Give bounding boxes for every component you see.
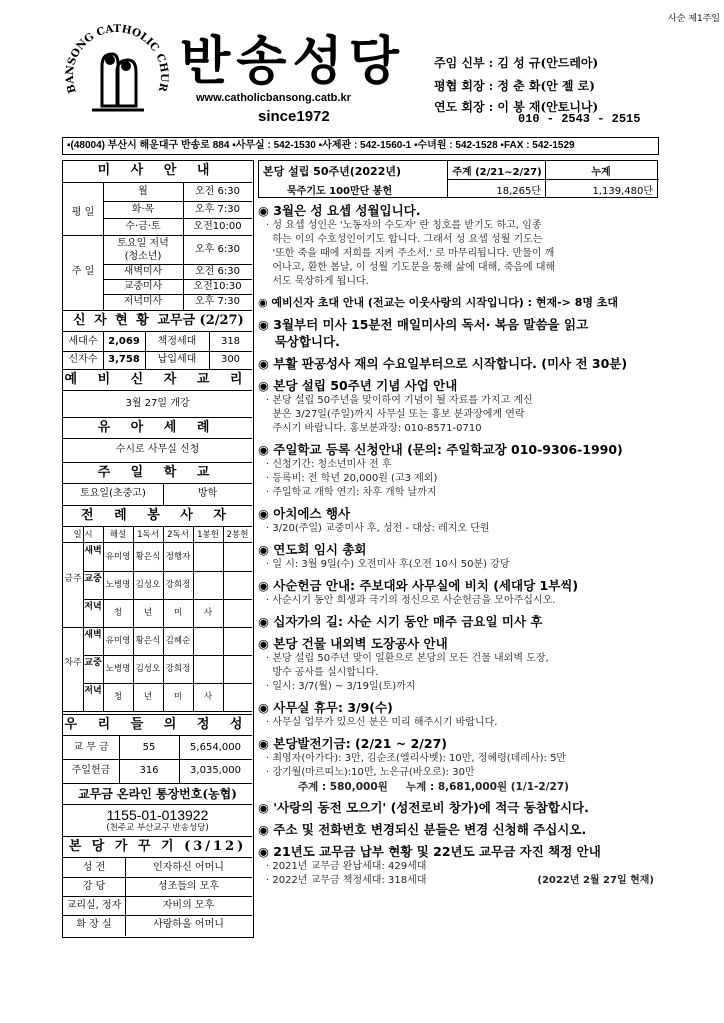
mass-day: 새벽미사 (123, 266, 163, 277)
altar-cell: 청 (113, 608, 123, 618)
notice-heading: ◉ 본당 건물 내외벽 도장공사 안내 (258, 636, 448, 651)
altar-cell: 정행자 (165, 552, 191, 562)
altar-cell: 새벽 (84, 546, 102, 556)
altar-cell: 년 (143, 608, 153, 618)
offering-count: 316 (139, 765, 159, 776)
infant-baptism-title: 유 아 세 례 (63, 417, 252, 439)
altar-group-label: 차주 (64, 658, 82, 668)
notice-item (258, 355, 658, 372)
care-group: 성조들의 모후 (157, 881, 220, 892)
notice-item (258, 613, 658, 630)
mass-time: 오전 6:30 (195, 266, 240, 277)
notice-body-line: 방수 공사를 실시합니다. (266, 667, 379, 678)
divider (83, 683, 252, 684)
altar-group-label: 금주 (64, 574, 82, 584)
mass-day: 화·목 (131, 204, 155, 215)
notice-body-line: · 성 요셉 성인은 '노동자의 수도자' 란 칭호를 받기도 하고, 임종 (266, 220, 542, 231)
notice-item (258, 735, 658, 794)
stat-label: 세대수 (68, 336, 98, 347)
altar-head-cell: 해설 (109, 530, 127, 540)
altar-cell: 노병명 (105, 664, 131, 674)
notice-body-line: · 사무실 업무가 있으신 분은 미리 해주시기 바랍니다. (266, 717, 498, 728)
notice-body-line: · 일시: 3/7(월) ~ 3/19일(토)까지 (266, 681, 416, 692)
notice-body-line: · 본당 설립 50주년을 맞이하여 기념이 될 자료를 가지고 계신 (266, 395, 533, 406)
altar-head-cell: 일 시 (73, 530, 93, 540)
notice-body-line: · 강기월(마르띠노):10만, 노은규(바오로): 30만 (266, 767, 475, 778)
notice-item (258, 577, 658, 608)
sunday-label: 주 일 (71, 266, 95, 277)
goal-label: 본당 설립 50주년(2022년) (263, 165, 402, 178)
weekday-label: 평 일 (71, 207, 95, 218)
sunday-school-status: 방학 (197, 488, 218, 499)
notice-item (258, 316, 658, 350)
altar-cell: 노병명 (105, 580, 131, 590)
offering-count: 55 (142, 742, 156, 753)
address-bar: ▪(48004) 부산시 해운대구 반송로 884 ▪사무실 : 542-1530 ▪사제관 : 542-1560-1 ▪수녀원 : 542-1528 ▪FAX : 542-1529 (62, 137, 659, 155)
infant-baptism-text: 수시로 사무실 신청 (115, 444, 200, 455)
notice-heading: ◉ 3월부터 미사 15분전 매일미사의 독서· 복음 말씀을 읽고 (258, 317, 589, 332)
altar-cell: 저녁 (84, 602, 102, 612)
mass-title: 미 사 안 내 (63, 161, 252, 183)
online-account-title: 교무금 온라인 통장번호(농협) (63, 783, 252, 805)
church-care-title: 본 당 가 꾸 기 (3/12) (63, 836, 252, 858)
notice-body-line: 어나고, 환한 봄날, 이 성월 기도문을 통해 삶에 대해, 죽음에 대해 (266, 262, 556, 273)
notice-heading: ◉ 십자가의 길: 사순 시기 동안 매주 금요일 미사 후 (258, 614, 543, 629)
council-president-line: 평협 회장 : 정 춘 화(안 젤 로) (434, 79, 595, 93)
mass-time: 오전10:00 (193, 221, 242, 232)
goal-total-value: 1,139,480단 (592, 186, 653, 197)
mass-time: 오후 7:30 (195, 204, 240, 215)
divider (223, 527, 224, 711)
church-name-title: 반송성당 (180, 31, 405, 92)
altar-servers-table (63, 527, 252, 714)
altar-head-cell: 2독서 (167, 530, 189, 540)
altar-servers-title: 전 례 봉 사 자 (63, 505, 252, 527)
goal-week-label: 주계 (2/21~2/27) (452, 167, 542, 178)
notice-item (258, 505, 658, 536)
stat-label: 책정세대 (157, 336, 197, 347)
notice-body-line: · 본당 설립 50주년 맞이 일환으로 본당의 모든 건물 내외벽 도장, (266, 653, 549, 664)
notice-body-line: · 등록비: 전 학년 20,000원 (고3 제외) (266, 473, 438, 484)
notice-body-line: 분은 3/27일(주일)까지 사무실 또는 홍보 분과장에게 연락 (266, 409, 525, 420)
altar-cell: 교중 (84, 658, 102, 668)
altar-cell: 청 (113, 692, 123, 702)
notices-column (258, 160, 660, 938)
care-area: 강 당 (82, 881, 106, 892)
notice-heading: ◉ 사무실 휴무: 3/9(수) (258, 700, 393, 715)
notice-body-line: 주시기 바랍니다. 홍보분과장: 010-8571-0710 (266, 423, 482, 434)
notice-sum: 주계 : 580,000원 누계 : 8,681,000원 (1/1-2/27) (298, 781, 569, 793)
mass-day: 저녁미사 (123, 296, 163, 307)
mass-day: 수·금·토 (125, 221, 161, 232)
mass-time: 오후 6:30 (195, 244, 240, 255)
notice-heading: ◉ 예비신자 초대 안내 (전교는 이웃사랑의 시작입니다) : 현재-> 8명 초대 (258, 296, 619, 309)
altar-head-cell: 1독서 (137, 530, 159, 540)
website-url[interactable]: www.catholicbansong.catb.kr (196, 92, 351, 104)
notice-heading: ◉ 사순헌금 안내: 주보대와 사무실에 비치 (세대당 1부씩) (258, 578, 579, 593)
altar-cell: 년 (143, 692, 153, 702)
seal-text: BANSONG CATHOLIC CHUR (63, 23, 171, 95)
notice-heading: ◉ 21년도 교무금 납부 현황 및 22년도 교무금 자진 책정 안내 (258, 844, 601, 859)
notice-item (258, 821, 658, 838)
stat-value: 3,758 (108, 354, 140, 365)
sunday-school-title: 주 일 학 교 (63, 462, 252, 484)
divider (83, 527, 84, 711)
divider (83, 571, 252, 572)
care-group: 인자하신 어머니 (153, 862, 224, 873)
sunday-school-label: 토요일(초중고) (80, 488, 146, 499)
notice-item (258, 799, 658, 816)
online-account-number: 1155-01-013922 (106, 807, 209, 823)
church-care-table (63, 858, 252, 937)
altar-cell: 미 (173, 608, 183, 618)
notice-heading: ◉ 본당발전기금: (2/21 ~ 2/27) (258, 736, 447, 751)
stat-value: 318 (220, 336, 241, 347)
divider (83, 599, 252, 600)
notice-date: (2022년 2월 27일 현재) (537, 875, 654, 886)
altar-cell: 유미영 (105, 636, 131, 646)
mass-day: 토요일 저녁 (청소년) (117, 238, 169, 262)
notice-body-line: 서도 묵상하게 됩니다. (266, 276, 369, 287)
altar-cell: 황은식 (135, 636, 161, 646)
divider (125, 858, 126, 936)
divider (193, 527, 194, 711)
mass-time: 오후 7:30 (195, 296, 240, 307)
altar-cell: 사 (203, 692, 213, 702)
altar-head-cell: 2봉헌 (226, 530, 249, 540)
pastor-line: 주임 신부 : 김 성 규(안드레아) (434, 56, 599, 70)
altar-cell: 교중 (84, 574, 102, 584)
notice-body-line: · 신청기간: 청소년미사 전 후 (266, 459, 392, 470)
care-area: 성 전 (82, 862, 106, 873)
goal-week-value: 18,265단 (496, 186, 541, 197)
altar-cell: 미 (173, 692, 183, 702)
notice-item (258, 541, 658, 572)
altar-head-cell: 1봉헌 (197, 530, 219, 540)
goal-total-label: 누계 (591, 167, 611, 178)
notice-body-line: 하는 이의 수호성인이기도 합니다. 그래서 성 요셉 성월 기도는 (266, 234, 543, 245)
altar-cell: 새벽 (84, 630, 102, 640)
notice-heading: ◉ 아치에스 행사 (258, 506, 351, 521)
believers-title: 신 자 현 황 교무금 (2/27) (63, 310, 252, 332)
mass-time: 오전10:30 (193, 281, 242, 292)
notice-item (258, 202, 658, 289)
altar-cell: 강희정 (165, 664, 191, 674)
catechumen-text: 3월 27일 개강 (125, 398, 190, 409)
divider (63, 915, 252, 916)
notice-body-line: · 주일학교 개학 연기: 차후 개학 날까지 (266, 487, 437, 498)
care-area: 교리실, 정자 (66, 900, 122, 911)
altar-cell: 사 (203, 608, 213, 618)
notice-heading: ◉ 주소 및 전화번호 변경되신 분들은 변경 신청해 주십시오. (258, 822, 587, 837)
stat-label: 신자수 (68, 354, 98, 365)
care-group: 자비의 모후 (162, 900, 215, 911)
care-group: 사랑하올 어머니 (153, 919, 224, 930)
divider (133, 527, 134, 711)
notice-body-line: · 최영자(아가다): 3만, 김순조(엘리사벳): 10만, 정혜령(데레사): 5만 (266, 753, 567, 764)
notice-body-line: · 사순시기 동안 희생과 극기의 정신으로 사순헌금을 모아주십시오. (266, 595, 556, 606)
divider (83, 655, 252, 656)
notice-body-line: 묵상합니다. (266, 334, 340, 349)
mass-day: 월 (138, 186, 148, 197)
left-info-column (62, 160, 254, 938)
divider (63, 711, 252, 712)
altar-cell: 저녁 (84, 686, 102, 696)
contact-phone: 010 - 2543 - 2515 (518, 112, 641, 126)
stat-label: 납입세대 (157, 354, 197, 365)
altar-cell: 김성오 (135, 580, 161, 590)
notice-heading: ◉ 본당 설립 50주년 기념 사업 안내 (258, 378, 458, 393)
offering-amount: 3,035,000 (190, 765, 241, 776)
notice-body-line: · 일 시: 3월 9일(수) 오전미사 후(오전 10시 50분) 강당 (266, 559, 510, 570)
rosary-goal-box (258, 160, 658, 198)
divider (163, 527, 164, 711)
church-seal-logo (62, 14, 172, 122)
goal-sublabel: 묵주기도 100만단 봉헌 (287, 186, 393, 197)
notice-item (258, 635, 658, 694)
notice-item (258, 441, 658, 500)
stat-value: 300 (220, 354, 241, 365)
catechumen-title: 예 비 신 자 교 리 (63, 369, 252, 391)
notice-item (258, 843, 658, 888)
altar-cell: 유미영 (105, 552, 131, 562)
stat-value: 2,069 (108, 336, 140, 347)
notice-body-line: '또한 죽을 때에 저희를 지켜 주소서.' 로 마무리됩니다. 만물이 깨 (266, 248, 555, 259)
altar-cell: 황은식 (135, 552, 161, 562)
notice-list (258, 202, 660, 938)
mass-time: 오전 6:30 (195, 186, 240, 197)
care-area: 화 장 실 (76, 919, 112, 930)
mass-day: 교중미사 (123, 281, 163, 292)
notice-heading: ◉ 주일학교 등록 신청안내 (문의: 주일학교장 010-9306-1990) (258, 442, 623, 457)
since-year: since1972 (258, 108, 330, 125)
notice-body-line: · 2021년 교무금 완납세대: 429세대 (266, 861, 427, 872)
altar-cell: 강희정 (165, 580, 191, 590)
altar-cell: 김혜순 (165, 636, 191, 646)
offering-label: 주일헌금 (71, 765, 111, 776)
altar-cell: 김성오 (135, 664, 161, 674)
divider (103, 527, 104, 711)
notice-heading: ◉ 연도회 임시 총회 (258, 542, 367, 557)
divider (63, 896, 252, 897)
liturgical-week: 사순 제1주일 (668, 14, 721, 24)
notice-heading: ◉ 부활 판공성사 재의 수요일부터으로 시작합니다. (미사 전 30분) (258, 356, 628, 371)
online-account-holder: (천주교 부산교구 반송성당) (106, 823, 209, 833)
offering-title: 우 리 들 의 정 성 (63, 714, 252, 736)
notice-body-line: · 2022년 교무금 책정세대: 318세대 (266, 875, 427, 886)
notice-heading: ◉ '사랑의 동전 모으기' (성전로비 창가)에 적극 동참합시다. (258, 800, 589, 815)
divider (63, 877, 252, 878)
notice-body-line: · 3/20(주일) 교중미사 후, 성전 - 대상: 레지오 단원 (266, 523, 490, 534)
notice-item (258, 294, 658, 311)
funeral-president-line: 연도 회장 : 이 봉 재(안토니나) (434, 100, 599, 114)
notice-item (258, 699, 658, 730)
offering-amount: 5,654,000 (190, 742, 241, 753)
notice-heading: ◉ 3월은 성 요셉 성월입니다. (258, 203, 421, 218)
notice-item (258, 377, 658, 436)
offering-label: 교 무 금 (73, 742, 109, 753)
